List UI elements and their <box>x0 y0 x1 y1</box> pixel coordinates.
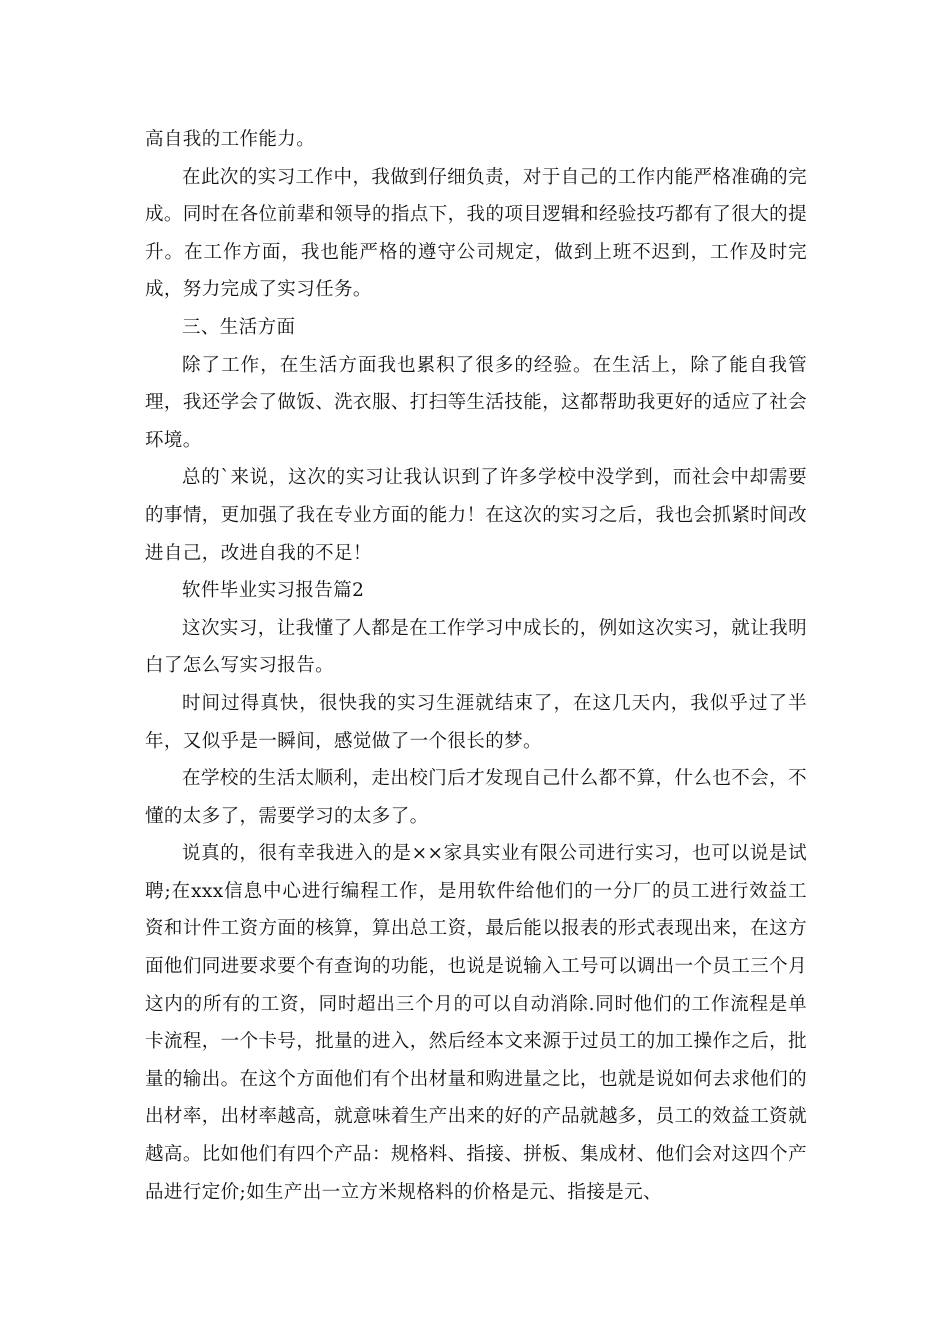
report-title-2: 软件毕业实习报告篇2 <box>182 580 365 602</box>
paragraph-internship-details: 说真的，很有幸我进入的是××家具实业有限公司进行实习，也可以说是试聘;在xxx信息中心进行编程工作，是用软件给他们的一分厂的员工进行效益工资和计件工资方面的核算，算出总工资，最后能以报表的形式表现出来，在这方面他们同进要求要个有查询的功能，也说是说输入工号可以调出一个员工三个月这内的所有的工资，同时超出三个月的可以自动消除.同时他们的工作流程是单卡流程，一个卡号，批量的进入，然后经本文来源于过员工的加工操作之后，批量的输出。在这个方面他们有个出材量和购进量之比，也就是说如何去求他们的出材率，出材率越高，就意味着生产出来的好的产品就越多，员工的效益工资就越高。比如他们有四个产品：规格料、指接、拼板、集成材、他们会对这四个产品进行定价;如生产出一立方米规格料的价格是元、指接是元、 <box>145 843 807 1203</box>
document-body <box>145 121 807 1211</box>
paragraph-work-performance: 在此次的实习工作中，我做到仔细负责，对于自己的工作内能严格准确的完成。同时在各位前辈和领导的指点下，我的项目逻辑和经验技巧都有了很大的提升。在工作方面，我也能严格的遵守公司规定，做到上班不迟到，工作及时完成，努力完成了实习任务。 <box>145 166 807 301</box>
paragraph-school-life: 在学校的生活太顺利，走出校门后才发现自己什么都不算，什么也不会，不懂的太多了，需要学习的太多了。 <box>145 768 807 827</box>
paragraph-growth: 这次实习，让我懂了人都是在工作学习中成长的，例如这次实习，就让我明白了怎么写实习报告。 <box>145 617 807 677</box>
section-heading-life: 三、生活方面 <box>182 316 296 338</box>
paragraph-time: 时间过得真快，很快我的实习生涯就结束了，在这几天内，我似乎过了半年，又似乎是一瞬间，感觉做了一个很长的梦。 <box>145 692 807 752</box>
paragraph-life-experience: 除了工作，在生活方面我也累积了很多的经验。在生活上，除了能自我管理，我还学会了做饭、洗衣服、打扫等生活技能，这都帮助我更好的适应了社会环境。 <box>145 354 807 451</box>
paragraph-continuation: 高自我的工作能力。 <box>145 129 316 150</box>
paragraph-summary: 总的`来说，这次的实习让我认识到了许多学校中没学到，而社会中却需要的事情，更加强了我在专业方面的能力！在这次的实习之后，我也会抓紧时间改进自己，改进自我的不足！ <box>145 467 807 564</box>
